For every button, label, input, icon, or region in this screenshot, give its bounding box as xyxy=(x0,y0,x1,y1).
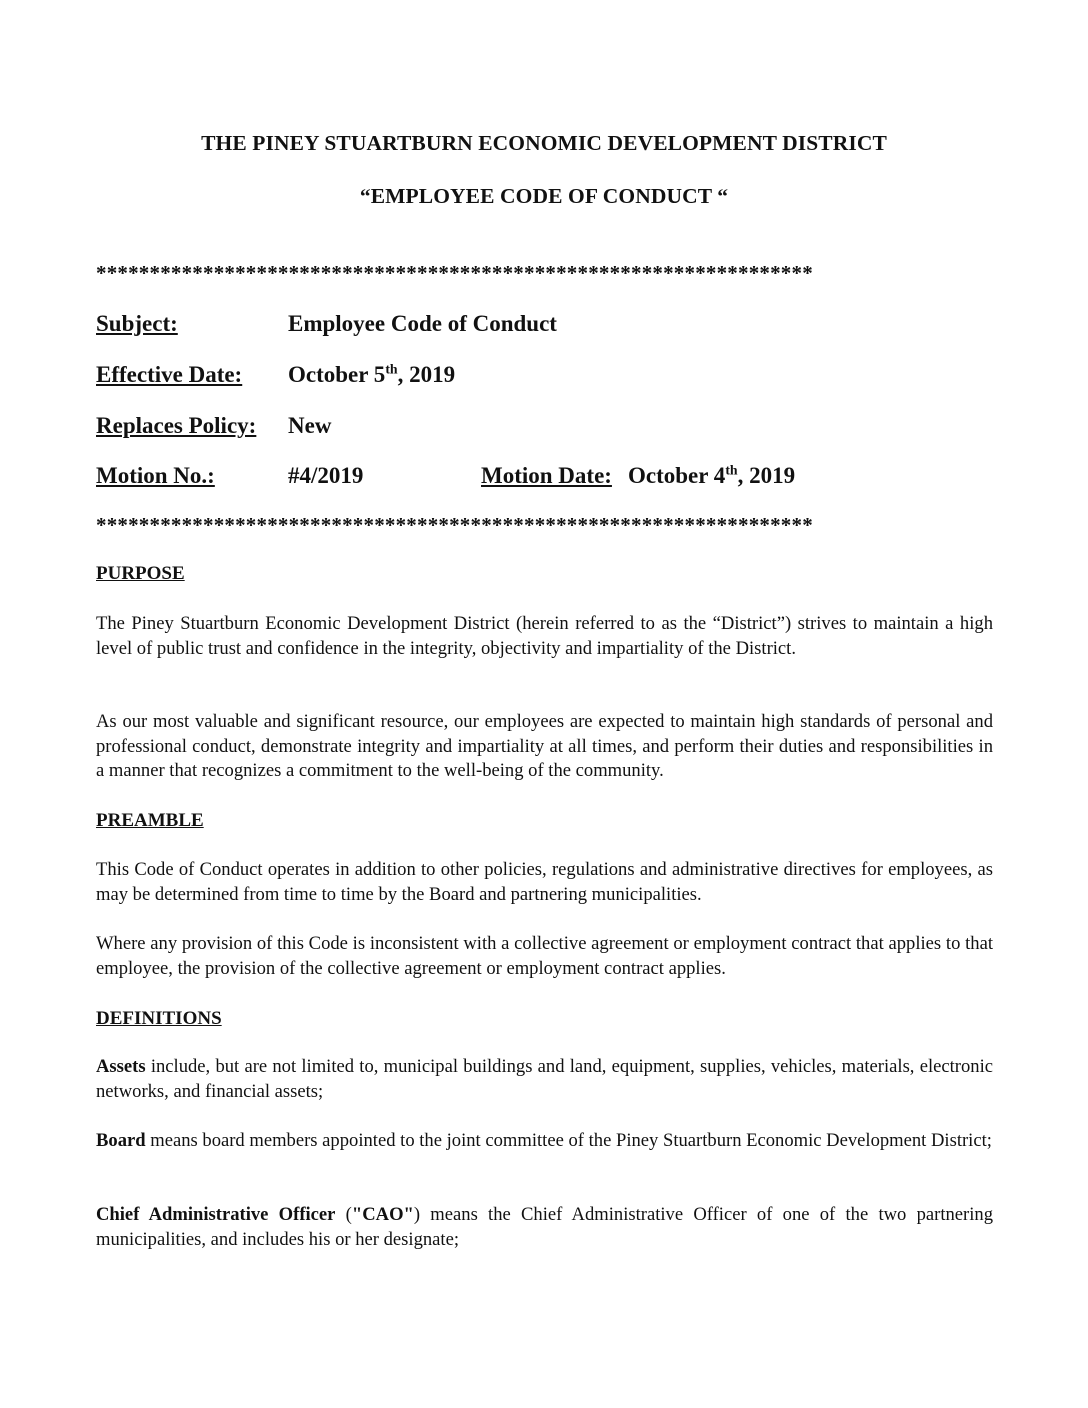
definition-text: means board members appointed to the joint committee of the Piney Stuartburn Economic Development District; xyxy=(145,1130,992,1151)
purpose-paragraph-1: The Piney Stuartburn Economic Development District (herein referred to as the “District”) strives to maintain a high level of public trust and confidence in the integrity, objectivity and impartiality of the District. xyxy=(96,613,993,659)
separator-bottom: ******************************************************************* xyxy=(96,513,813,537)
motion-date-ordinal: th xyxy=(725,462,738,478)
motion-no-value: #4/2019 xyxy=(288,463,364,488)
motion-date-value xyxy=(628,463,795,489)
definition-term: Board xyxy=(96,1130,146,1151)
subject-value: Employee Code of Conduct xyxy=(288,311,557,336)
purpose-heading: PURPOSE xyxy=(96,563,185,584)
motion-date-year: , 2019 xyxy=(737,463,796,488)
effective-date-main: October 5 xyxy=(288,362,386,387)
definition-term: Assets xyxy=(96,1056,146,1077)
definition-text: include, but are not limited to, municipal buildings and land, equipment, supplies, vehicles, materials, electronic networks, and financial assets; xyxy=(96,1056,993,1102)
motion-date-label: Motion Date: xyxy=(481,463,612,488)
definitions-heading: DEFINITIONS xyxy=(96,1008,222,1029)
effective-date-value xyxy=(288,362,455,388)
preamble-paragraph-1: This Code of Conduct operates in addition to other policies, regulations and administrative directives for employees, as may be determined from time to time by the Board and partnering municipalities. xyxy=(96,859,993,905)
replaces-policy-label: Replaces Policy: xyxy=(96,413,257,438)
effective-date-ordinal: th xyxy=(385,361,398,377)
replaces-policy-value: New xyxy=(288,413,332,438)
purpose-paragraph-2: As our most valuable and significant resource, our employees are expected to maintain high standards of personal and professional conduct, demonstrate integrity and impartiality at all times, and perform their duties and responsibilities in a manner that recognizes a commitment to the well-being of the community. xyxy=(96,711,993,781)
definition-cao xyxy=(96,1203,993,1252)
document-subtitle: “EMPLOYEE CODE OF CONDUCT “ xyxy=(359,184,729,208)
motion-no-label: Motion No.: xyxy=(96,463,215,488)
definition-text-pre: ( xyxy=(335,1204,352,1225)
separator-top: ******************************************************************* xyxy=(96,261,813,285)
effective-date-year: , 2019 xyxy=(397,362,456,387)
document-title: THE PINEY STUARTBURN ECONOMIC DEVELOPMENT DISTRICT xyxy=(201,131,887,155)
definition-board xyxy=(96,1129,993,1154)
definition-term: Chief Administrative Officer xyxy=(96,1204,336,1225)
motion-date-main: October 4 xyxy=(628,463,726,488)
definition-assets xyxy=(96,1055,993,1104)
definition-text: ) means the Chief Administrative Officer of one of the two partnering municipalities, and includes his or her designate; xyxy=(96,1204,993,1250)
preamble-heading: PREAMBLE xyxy=(96,810,204,831)
preamble-paragraph-2: Where any provision of this Code is inconsistent with a collective agreement or employment contract that applies to that employee, the provision of the collective agreement or employment contract applies. xyxy=(96,933,993,979)
subject-label: Subject: xyxy=(96,311,178,336)
effective-date-label: Effective Date: xyxy=(96,362,243,387)
definition-abbrev: "CAO" xyxy=(351,1204,414,1225)
